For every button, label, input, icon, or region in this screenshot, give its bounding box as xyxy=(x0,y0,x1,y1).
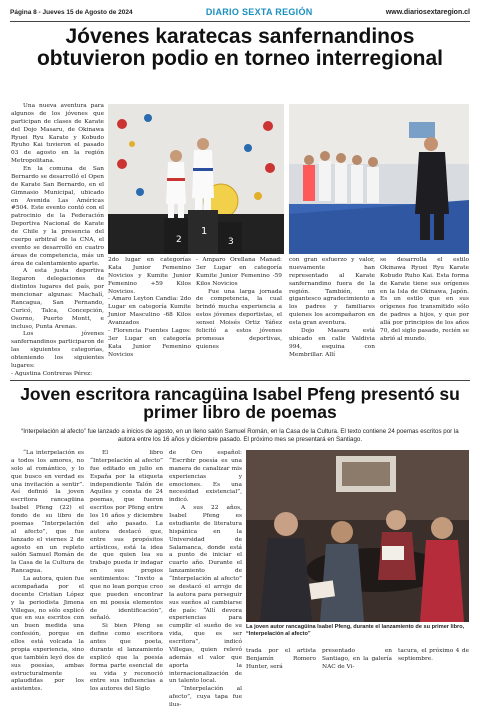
paragraph: A esta justa deportiva llegaron delegaciones de distintos lugares del país, por mencionar algunas: Machalí, Rancagua, San Fernando, Curicó, Talca, Concepción, Osorno, Puerto Montt, e incluso, Punta Arenas. xyxy=(11,268,104,330)
article2-column-6 xyxy=(398,648,469,702)
paragraph: La autora, quien fue acompañada por el docente Cristian López y la periodista Jimena Villegas, no sólo explicó que en sus escritos con un buen medida una confesión, porque en ellos está volcada la propia experiencia, sino que también leyó dos de sus poesías, ambas estructuralmente aplaudidas por los asistentes. xyxy=(11,576,84,693)
article2-deck: “Interpelación al afecto” fue lanzado a inicios de agosto, en un lleno salón Samuel Román, en la Casa de la Cultura. El texto contiene 24 poemas escritos por la autora entre los 16 años y diciembre pasado. El próximo mes se presentará en Santiago. xyxy=(21,428,459,444)
paragraph: - Amparo Orellana Manad: 3er Lugar en categoría Kumite Junior Femenino -59 Kilos Novicios xyxy=(196,257,282,287)
paragraph: tacura, el próximo 4 de septiembre. xyxy=(398,648,469,662)
article2-column-3 xyxy=(169,450,242,708)
paragraph: Los jóvenes sanfernandinos participaron de las siguientes categorías, obteniendo los siguientes lugares: xyxy=(11,331,104,369)
paragraph: “La interpelación es a todos los amores, no solo al romántico, y lo que busco en verdad es una invitación a sentir”. Así definió la joven escritora rancagüina Isabel Pfeng (22) el fondo de su libro de poemas “Interpelación al afecto”, que fue lanzado el viernes 2 de agosto en un repleto salón Samuel Román de la Casa de la Cultura de Rancagua. xyxy=(11,450,84,575)
paragraph: A sus 22 años, Isabel Pfeng es estudiante de literatura hispánica en la Universidad de Salamanca, donde está a punto de iniciar el cuarto año. Durante el lanzamiento de “Interpelación al afecto” se destacó el arrojo de la autora para perseguir sus sueños al cambiarse de país: “Allí devora experiencias para cumplir el sueño de su vida, que es ser escritora”, indicó Villegas, quien relevó además el valor que aporta la internacionalización de un talento local. xyxy=(169,505,242,685)
paragraph: de Oro español: “Escribir poesía es una manera de canalizar mis experiencias y emociones. Es una necesidad existencial”, indicó. xyxy=(169,450,242,504)
article2-headline: Joven escritora rancagüina Isabel Pfeng presentó su primer libro de poemas xyxy=(20,384,460,423)
masthead: DIARIO SEXTA REGIÓN xyxy=(205,7,313,17)
paragraph: Si bien Pfeng se define como escritora antes que poeta, durante el lanzamiento explicó que la poesía forma parte esencial de su vida y reconoció entre sus influencias a los autores del Siglo xyxy=(90,623,163,693)
photo-caption: La joven autor rancagüina Isabel Pfeng, durante el lanzamiento de su primer libro, “Interpelación al afecto” xyxy=(246,624,465,638)
paragraph: - Florencia Fuentes Lagos: 3er Lugar en categoría Kata Junior Femenino Novicios xyxy=(108,327,191,358)
karate-podium-photo xyxy=(108,104,284,254)
page-header xyxy=(10,4,470,20)
paragraph: presentado en Santiago, en la galería NAC de Vi- xyxy=(322,648,392,670)
paragraph: se desarrolla el estilo Okinawa Ryuei Ryu Karate Kobudo Ruho Kai. Esta forma de Karate tiene sus orígenes en la Isla de Okinawa, Japón. Es un estilo que en sus orígenes fue transmitido sólo de padres a hijos, y que por allá por principios de los años 70, del siglo pasado, recién se abrió al mundo. xyxy=(380,257,469,342)
paragraph: 2do lugar en categorías Kata Junior Femenino Novicios y Kumite Junior Femenino +59 Kilos Novicios. xyxy=(108,257,191,295)
paragraph: El libro “Interpelación al afecto” fue editado en julio en España por la etiqueta independiente Talón de Aquiles y consta de 24 poemas, que fueron escritos por Pfeng entre los 16 años y diciembre del año pasado. La autora destacó que, entre sus propósitos artísticos, está la idea de que quien lea su trabajo pueda ir indagar en sus propios sentimientos: “Invito a que no lean porque creo que pueden encontrar en mi poesía elementos de identificación”, señaló. xyxy=(90,450,163,622)
section-divider xyxy=(10,380,470,381)
paragraph: con gran esfuerzo y valor, nuevamente han representado al Karate sanfernandino fuera de la región. También, un gigantesco agradecimiento a los padres y familiares quienes los acompañaron en esta gran aventura. xyxy=(289,257,375,326)
article1-headline: Jóvenes karatecas sanfernandinos obtuvieron podio en torneo interregional xyxy=(36,25,443,71)
site-url[interactable]: www.diariosextaregion.cl xyxy=(385,8,470,16)
paragraph: - Agustina Contreras Pérez: xyxy=(11,370,93,377)
article1-column-3 xyxy=(196,257,282,379)
paragraph: Una nueva aventura para algunos de los jóvenes que participan de clases de Karate del Dojo Masaru, de Okinawa Ryuei Ryu Karate y Kobudo Ryuho Kai tuvieron el pasado 03 de agosto en la región Metropolitana. xyxy=(11,103,104,165)
svg-text:1: 1 xyxy=(201,226,208,237)
paragraph: - Amaro Leyton Candia: 2do Lugar en categoría Kumite Junior Masculino -68 Kilos Avanzados xyxy=(108,296,191,326)
book-launch-photo xyxy=(246,450,469,622)
article2-column-4 xyxy=(246,648,316,702)
page-label: Página 8 - Jueves 15 de Agosto de 2024 xyxy=(10,8,133,16)
article2-column-2 xyxy=(90,450,163,702)
header-rule xyxy=(10,21,470,22)
article2-column-5 xyxy=(322,648,392,702)
svg-text:3: 3 xyxy=(228,237,234,247)
article1-column-2 xyxy=(108,257,191,379)
paragraph: En la comuna de San Bernardo se desarrolló el Open de Karate San Bernardo, en el Gimnasio Municipal, ubicado en Avenida Las Américas #504. Este evento contó con el patrocinio de la Federación Deportiva Nacional de Karate de Chile y la presencia del cuerpo arbitral de la CNA, el evento se desarrolló en cuatro áreas de competencia, más un área de calentamiento aparte. xyxy=(11,166,104,267)
svg-text:2: 2 xyxy=(176,235,182,245)
paragraph: “Interpelación al afecto”, cuya tapa fue ilus- xyxy=(169,686,242,708)
article1-column-5 xyxy=(380,257,469,379)
paragraph: trada por el artista Benjamín Romero Hunter, será xyxy=(246,648,316,670)
paragraph: Fue una larga jornada de competencia, la cual brindó mucha experiencia a estos jóvenes deportistas, el sensei Moisés Ortiz Yáñez felicitó a estos jóvenes promesas deportivas, quienes xyxy=(196,288,282,350)
sensei-students-photo xyxy=(289,104,469,254)
article1-column-1 xyxy=(11,103,104,381)
article2-column-1 xyxy=(11,450,84,702)
article1-column-4 xyxy=(289,257,375,379)
paragraph: Dojo Masaru está ubicado en calle Valdivia 994, esquina con Membrillar. Allí xyxy=(289,327,375,358)
